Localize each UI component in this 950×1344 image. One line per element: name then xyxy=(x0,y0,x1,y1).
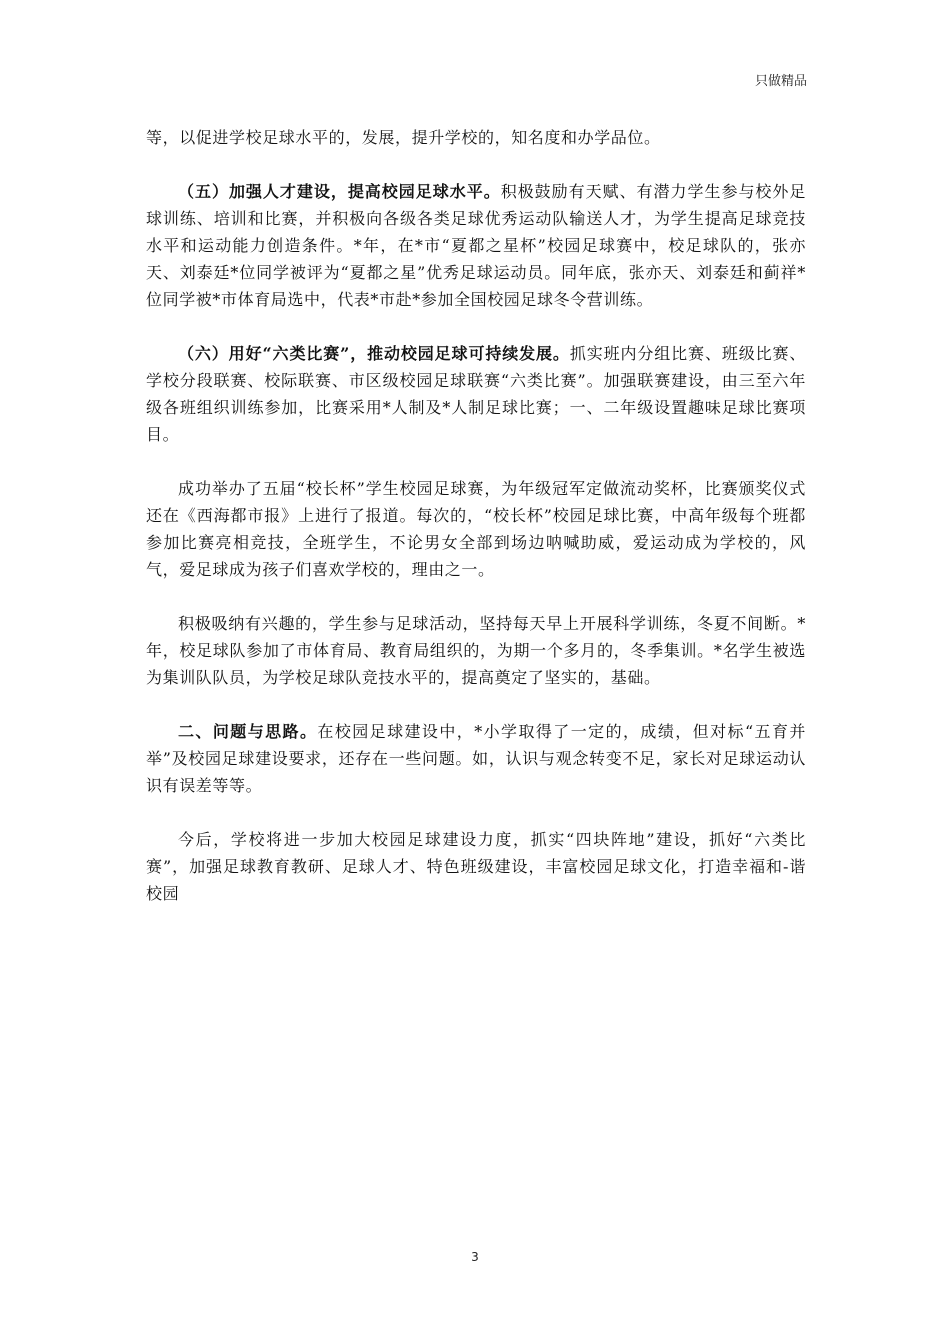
paragraph-text: 在校园足球建设中，*小学取得了一定的，成绩，但对标“五育并举”及校园足球建设要求，还存在一些问题。如，认识与观念转变不足，家长对足球运动认识有误差等等。 xyxy=(146,722,806,795)
section-heading: （五）加强人才建设，提高校园足球水平。 xyxy=(178,182,501,201)
paragraph-text: 抓实班内分组比赛、班级比赛、学校分段联赛、校际联赛、市区级校园足球联赛“六类比赛”。加强联赛建设，由三至六年级各班组织训练参加，比赛采用*人制及*人制足球比赛；一、二年级设置趣味足球比赛项目。 xyxy=(146,344,807,444)
paragraph-six-competitions xyxy=(146,340,806,448)
section-heading: （六）用好“六类比赛”，推动校园足球可持续发展。 xyxy=(178,344,570,363)
header-note: 只做精品 xyxy=(754,74,807,89)
paragraph-text: 今后，学校将进一步加大校园足球建设力度，抓实“四块阵地”建设，抓好“六类比赛”，加强足球教育教研、足球人才、特色班级建设，丰富校园足球文化，打造幸福和-谐校园 xyxy=(146,830,806,903)
paragraph-future-plans xyxy=(146,826,806,907)
paragraph-text: 等，以促进学校足球水平的，发展，提升学校的，知名度和办学品位。 xyxy=(146,128,661,147)
paragraph-continuation xyxy=(146,124,806,151)
paragraph-text: 积极鼓励有天赋、有潜力学生参与校外足球训练、培训和比赛，并积极向各级各类足球优秀运动队输送人才，为学生提高足球竞技水平和运动能力创造条件。*年，在*市“夏都之星杯”校园足球赛中，校足球队的，张亦天、刘泰廷*位同学被评为“夏都之星”优秀足球运动员。同年底，张亦天、刘泰廷和蓟祥*位同学被*市体育局选中，代表*市赴*参加全国校园足球冬令营训练。 xyxy=(146,182,806,309)
page-number: 3 xyxy=(471,1250,479,1264)
document-body xyxy=(146,124,806,934)
paragraph-problems xyxy=(146,718,806,799)
paragraph-text: 成功举办了五届“校长杯”学生校园足球赛，为年级冠军定做流动奖杯，比赛颁奖仪式还在《西海都市报》上进行了报道。每次的，“校长杯”校园足球比赛，中高年级每个班都参加比赛亮相竞技，全班学生，不论男女全部到场边呐喊助威，爱运动成为学校的，风气，爱足球成为孩子们喜欢学校的，理由之一。 xyxy=(146,479,806,579)
section-heading: 二、问题与思路。 xyxy=(178,722,318,741)
paragraph-talent-building xyxy=(146,178,806,313)
paragraph-text: 积极吸纳有兴趣的，学生参与足球活动，坚持每天早上开展科学训练，冬夏不间断。*年，校足球队参加了市体育局、教育局组织的，为期一个多月的，冬季集训。*名学生被选为集训队队员，为学校足球队竞技水平的，提高奠定了坚实的，基础。 xyxy=(146,614,806,687)
paragraph-training xyxy=(146,610,806,691)
paragraph-principal-cup xyxy=(146,475,806,583)
